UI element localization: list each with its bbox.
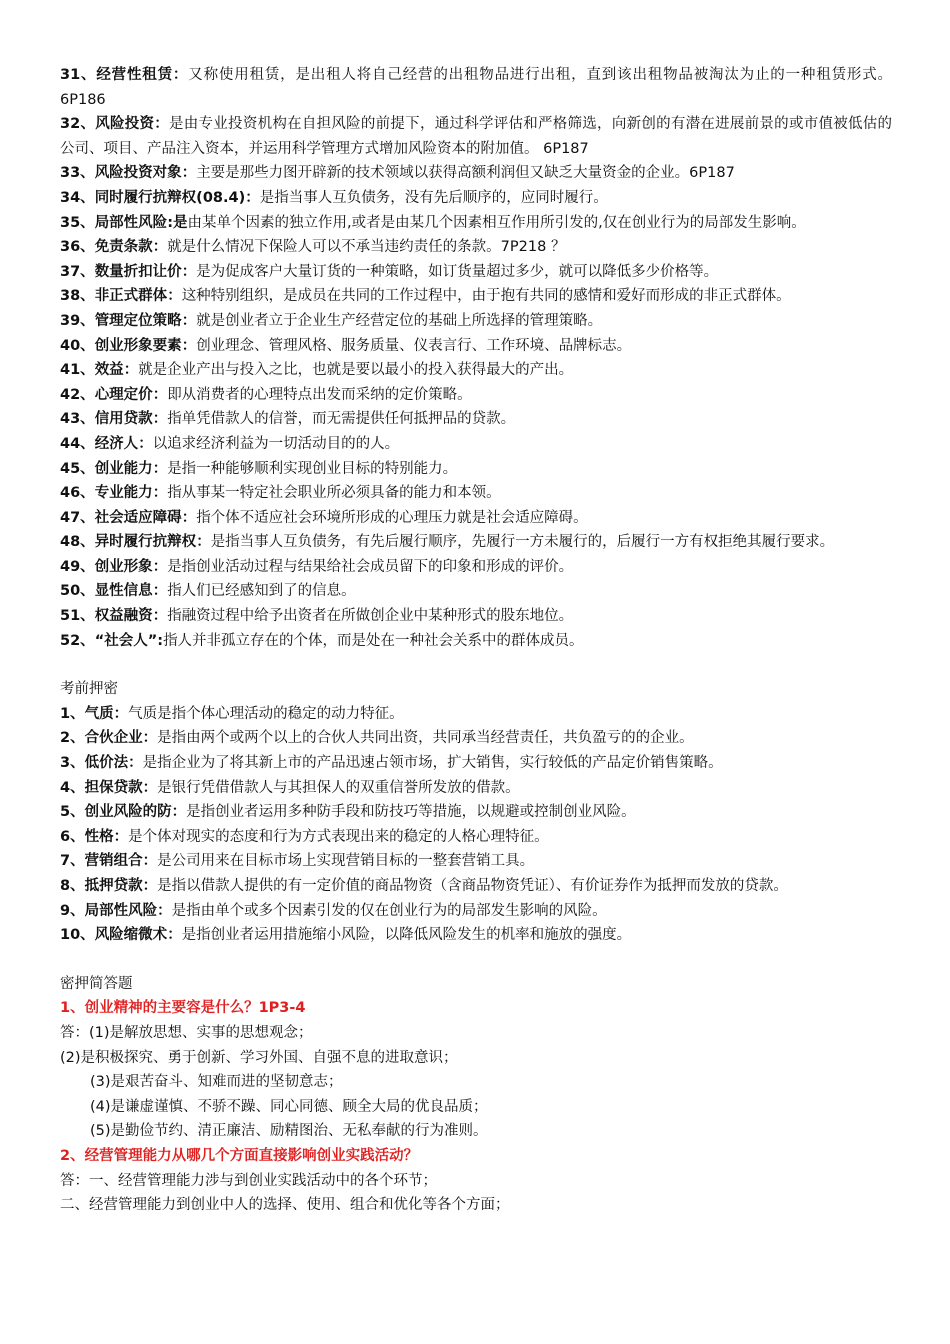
answer-line: 答：(1)是解放思想、实事的思想观念； [60, 1024, 313, 1041]
entry-separator: ： [123, 362, 139, 379]
question-2: 2、经营管理能力从哪几个方面直接影响创业实践活动？ [60, 1147, 419, 1164]
entry-separator: : [157, 632, 164, 649]
entry-separator: ： [167, 927, 182, 944]
entry-separator: ： [113, 705, 129, 722]
entry-number: 43、 [60, 411, 95, 428]
answer-line: (3)是艰苦奋斗、知难而进的坚韧意志； [90, 1074, 343, 1091]
definition-entry [60, 260, 892, 285]
entry-definition: 是指创业者运用多种防手段和防技巧等措施，以规避或控制创业风险。 [186, 804, 636, 821]
definition-entry [60, 284, 892, 309]
entry-definition: 是指由单个或多个因素引发的仅在创业行为的局部发生影响的风险。 [171, 902, 607, 919]
entry-term [60, 313, 196, 329]
entry-number: 35、 [60, 214, 95, 231]
entry-term-text: 创业形象 [94, 558, 153, 575]
entry-number: 31、 [60, 67, 97, 83]
entry-term-text: 创业形象要素 [94, 337, 182, 354]
definition-entry [60, 112, 892, 161]
definition-entry [60, 800, 892, 825]
section-title-qa: 密押简答题 [60, 975, 133, 992]
entry-definition: 由某单个因素的独立作用,或者是由某几个因素相互作用所引发的,仅在创业行为的局部发生影响。 [187, 214, 806, 231]
entry-number: 51、 [60, 608, 95, 625]
entry-term [60, 461, 167, 477]
entry-term-text: 营销组合 [84, 853, 143, 870]
entry-term-text: 非正式群体 [94, 288, 168, 305]
entry-term-text: 社会适应障碍 [94, 509, 182, 526]
entry-term-text: 专业能力 [94, 485, 153, 502]
entry-definition: 就是创业者立于企业生产经营定位的基础上所选择的管理策略。 [196, 312, 603, 329]
definition-entry [60, 530, 892, 555]
answer-line: (2)是积极探究、勇于创新、学习外国、自强不息的进取意识； [60, 1049, 458, 1066]
entry-term-text: 局部性风险 [84, 902, 158, 919]
entry-separator: ： [152, 608, 168, 625]
entry-term [60, 165, 196, 181]
definition-entry [60, 751, 892, 776]
entry-number: 33、 [60, 165, 95, 182]
entry-term [60, 755, 143, 771]
entry-separator: ： [157, 902, 172, 919]
entry-definition: 是指由两个或两个以上的合伙人共同出资，共同承当经营责任，共负盈亏的的企业。 [157, 730, 694, 747]
entry-number: 10、 [60, 927, 95, 944]
definition-entry [60, 555, 892, 580]
entry-number: 9、 [60, 902, 85, 919]
entry-separator: ： [154, 116, 170, 133]
entry-term [60, 288, 182, 304]
entry-definition: 是指企业为了将其新上市的产品迅速占领市场，扩大销售，实行较低的产品定价销售策略。 [142, 755, 723, 772]
definition-entry [60, 923, 892, 948]
definition-entry [60, 457, 892, 482]
entry-term [60, 510, 196, 526]
entry-separator: ： [171, 804, 187, 821]
entry-term-text: 免责条款 [94, 239, 153, 256]
entry-number: 40、 [60, 337, 95, 354]
answer-line: 答：一、经营管理能力涉与到创业实践活动中的各个环节； [60, 1172, 437, 1189]
entry-number: 46、 [60, 485, 95, 502]
definition-entry [60, 407, 892, 432]
definition-entry [60, 726, 892, 751]
entry-definition: 指融资过程中给予出资者在所做创企业中某种形式的股东地位。 [167, 608, 574, 625]
entry-definition: 指单凭借款人的信誉，而无需提供任何抵押品的贷款。 [167, 411, 516, 428]
entry-number: 5、 [60, 804, 85, 821]
entry-separator: ： [142, 853, 158, 870]
entry-term [60, 706, 128, 722]
entry-number: 8、 [60, 878, 85, 894]
entry-number: 2、 [60, 730, 85, 747]
entry-separator: ： [181, 312, 197, 329]
entry-definition: 是为促成客户大量订货的一种策略，如订货量超过多少，就可以降低多少价格等。 [196, 263, 719, 280]
answer-line: (4)是谦虚谨慎、不骄不躁、同心同德、顾全大局的优良品质； [90, 1098, 488, 1115]
entry-term-text: 性格 [84, 828, 114, 845]
entry-separator: ： [152, 485, 168, 502]
entry-separator: ： [152, 411, 168, 428]
entry-separator: ： [152, 460, 168, 477]
entry-definition: 以追求经济利益为一切活动目的的人。 [152, 435, 400, 452]
definition-entry [60, 161, 892, 186]
definition-entry [60, 874, 892, 899]
entry-term [60, 780, 157, 796]
entry-definition: 主要是那些力图开辟新的技术领域以获得高额利润但又缺乏大量资金的企业。6P187 [196, 165, 735, 182]
entry-separator: ： [142, 730, 158, 747]
entry-term [60, 362, 138, 378]
entry-separator: ： [181, 165, 197, 182]
entry-term [60, 903, 172, 919]
entry-term [60, 215, 188, 231]
definition-entry [60, 604, 892, 629]
entry-definition: 是银行凭借借款人与其担保人的双重信誉所发放的借款。 [157, 779, 520, 796]
entry-number: 50、 [60, 583, 95, 600]
entry-term-text: 合伙企业 [84, 730, 143, 747]
entry-term-text: 气质 [84, 705, 114, 722]
entry-term [60, 387, 167, 403]
entry-definition: 是指当事人互负债务，有先后履行顺序，先履行一方未履行的，后履行一方有权拒绝其履行要求。 [210, 534, 835, 551]
entry-term-text: 经济人 [94, 435, 139, 452]
definition-entry [60, 579, 892, 604]
answer-line: 二、经营管理能力到创业中人的选择、使用、组合和优化等各个方面； [60, 1197, 510, 1214]
entry-term-text: 管理定位策略 [94, 312, 182, 329]
entry-term [60, 116, 169, 132]
entry-term [60, 633, 163, 649]
entry-definition: 就是企业产出与投入之比，也就是要以最小的投入获得最大的产出。 [138, 362, 574, 379]
entry-term-text: 局部性风险 [94, 214, 168, 231]
entry-definition: 指人们已经感知到了的信息。 [167, 583, 356, 600]
entry-number: 44、 [60, 435, 95, 452]
exam-list [60, 702, 892, 948]
definition-entry [60, 432, 892, 457]
entry-definition: 又称使用租赁，是出租人将自己经营的出租物品进行出租，直到该出租物品被淘汰为止的一种租赁形式。 6P186 [60, 67, 893, 108]
entry-number: 38、 [60, 288, 95, 305]
question-1: 1、创业精神的主要容是什么？1P3-4 [60, 1000, 306, 1017]
entry-term-text: 风险缩微术 [94, 927, 168, 944]
entry-term [60, 927, 182, 943]
entry-definition: 是指创业者运用措施缩小风险，以降低风险发生的机率和施放的强度。 [181, 927, 632, 944]
definition-entry [60, 358, 892, 383]
entry-separator: ： [181, 337, 197, 354]
entry-term-text: 创业风险的防 [84, 804, 172, 821]
definition-entry [60, 506, 892, 531]
entry-term-text: 抵押贷款 [84, 878, 143, 894]
entry-term [60, 583, 167, 599]
entry-term [60, 878, 157, 894]
entry-term-text: 同时履行抗辩权(08.4) [94, 189, 246, 206]
definition-entry [60, 334, 892, 359]
entry-separator: ： [172, 67, 189, 83]
definition-entry [60, 899, 892, 924]
entry-number: 32、 [60, 116, 96, 133]
entry-term-text: 权益融资 [94, 608, 153, 625]
entry-separator: ： [113, 828, 129, 845]
entry-separator: ： [142, 779, 158, 796]
entry-separator: ： [152, 239, 168, 256]
entry-definition: 指人并非孤立存在的个体，而是处在一种社会关系中的群体成员。 [163, 632, 584, 649]
entry-definition: 这种特别组织，是成员在共同的工作过程中，由于抱有共同的感情和爱好而形成的非正式群体。 [181, 288, 791, 305]
entry-term [60, 338, 196, 354]
entry-number: 42、 [60, 386, 95, 403]
definition-entry [60, 186, 892, 211]
entry-separator: :是 [167, 214, 188, 231]
entry-term [60, 239, 167, 255]
entry-number: 48、 [60, 534, 95, 551]
entry-definition: 指从事某一特定社会职业所必须具备的能力和本领。 [167, 485, 501, 502]
entry-separator: ： [167, 288, 182, 305]
entry-definition: 气质是指个体心理活动的稳定的动力特征。 [128, 705, 404, 722]
definition-entry [60, 63, 892, 112]
answer-line: (5)是勤俭节约、清正廉洁、励精图治、无私奉献的行为准则。 [90, 1123, 488, 1140]
definition-entry [60, 629, 892, 654]
entry-number: 36、 [60, 239, 95, 256]
definition-entry [60, 481, 892, 506]
entry-separator: ： [181, 509, 197, 526]
entry-term [60, 67, 188, 83]
entry-term [60, 485, 167, 501]
entry-number: 49、 [60, 558, 95, 575]
entry-definition: 是由专业投资机构在自担风险的前提下，通过科学评估和严格筛选，向新创的有潜在进展前景的或市值被低估的公司、项目、产品注入资本，并运用科学管理方式增加风险资本的附加值。 6P187 [60, 116, 893, 157]
entry-number: 37、 [60, 263, 95, 280]
entry-definition: 即从消费者的心理特点出发而采纳的定价策略。 [167, 386, 472, 403]
entry-separator: ： [138, 435, 153, 452]
entry-term-text: 心理定价 [94, 386, 153, 403]
entry-term-text: 显性信息 [94, 583, 153, 600]
entry-number: 1、 [60, 705, 85, 722]
entry-separator: ： [152, 558, 168, 575]
entry-definition: 是公司用来在目标市场上实现营销目标的一整套营销工具。 [157, 853, 535, 870]
entry-definition: 是指一种能够顺利实现创业目标的特别能力。 [167, 460, 458, 477]
definition-entry [60, 383, 892, 408]
entry-term-text: 效益 [94, 362, 124, 379]
entry-term [60, 190, 260, 206]
entry-term-text: “社会人” [94, 632, 158, 649]
entry-term-text: 低价法 [84, 755, 129, 772]
entry-term-text: 信用贷款 [94, 411, 153, 428]
entry-number: 3、 [60, 755, 85, 772]
entry-term-text: 数量折扣让价 [94, 263, 182, 280]
entry-definition: 就是什么情况下保险人可以不承当违约责任的条款。7P218 ？ [167, 239, 566, 256]
entry-separator: ： [152, 386, 168, 403]
entry-separator: ： [245, 189, 260, 206]
entry-term [60, 829, 128, 845]
definition-entry [60, 309, 892, 334]
entry-term [60, 436, 153, 452]
entry-term [60, 804, 186, 820]
section-title-exam: 考前押密 [60, 681, 118, 698]
entry-number: 39、 [60, 312, 95, 329]
entry-number: 34、 [60, 189, 95, 206]
document-page [60, 63, 892, 1218]
entry-separator: ： [181, 263, 197, 280]
entry-term-text: 经营性租赁 [96, 67, 173, 83]
entry-term [60, 264, 196, 280]
definition-entry [60, 849, 892, 874]
entry-definition: 是指以借款人提供的有一定价值的商品物资（含商品物资凭证）、有价证券作为抵押而发放的贷款。 [157, 878, 788, 894]
entry-number: 45、 [60, 460, 95, 477]
entry-definition: 是指当事人互负债务，没有先后顺序的，应同时履行。 [259, 189, 608, 206]
entry-separator: ： [152, 583, 168, 600]
entry-number: 52、 [60, 632, 95, 649]
entry-term [60, 559, 167, 575]
entry-definition: 指个体不适应社会环境所形成的心理压力就是社会适应障碍。 [196, 509, 588, 526]
entry-number: 7、 [60, 853, 85, 870]
definition-entry [60, 776, 892, 801]
entry-term [60, 730, 157, 746]
definition-entry [60, 211, 892, 236]
entry-term [60, 411, 167, 427]
entry-term-text: 风险投资 [95, 116, 155, 133]
entry-separator: ： [128, 755, 143, 772]
entry-definition: 是指创业活动过程与结果给社会成员留下的印象和形成的评价。 [167, 558, 574, 575]
definition-entry [60, 702, 892, 727]
definition-entry [60, 235, 892, 260]
entry-number: 4、 [60, 779, 85, 796]
entry-separator: ： [142, 878, 158, 894]
glossary-list [60, 63, 892, 653]
entry-number: 41、 [60, 362, 95, 379]
entry-term-text: 担保贷款 [84, 779, 143, 796]
definition-entry [60, 825, 892, 850]
entry-term [60, 534, 211, 550]
entry-term-text: 风险投资对象 [94, 165, 182, 182]
entry-definition: 创业理念、管理风格、服务质量、仪表言行、工作环境、品牌标志。 [196, 337, 632, 354]
entry-term [60, 853, 157, 869]
entry-term [60, 608, 167, 624]
entry-definition: 是个体对现实的态度和行为方式表现出来的稳定的人格心理特征。 [128, 828, 549, 845]
entry-number: 47、 [60, 509, 95, 526]
entry-term-text: 创业能力 [94, 460, 153, 477]
entry-term-text: 异时履行抗辩权 [94, 534, 197, 551]
entry-number: 6、 [60, 828, 85, 845]
entry-separator: ： [196, 534, 211, 551]
